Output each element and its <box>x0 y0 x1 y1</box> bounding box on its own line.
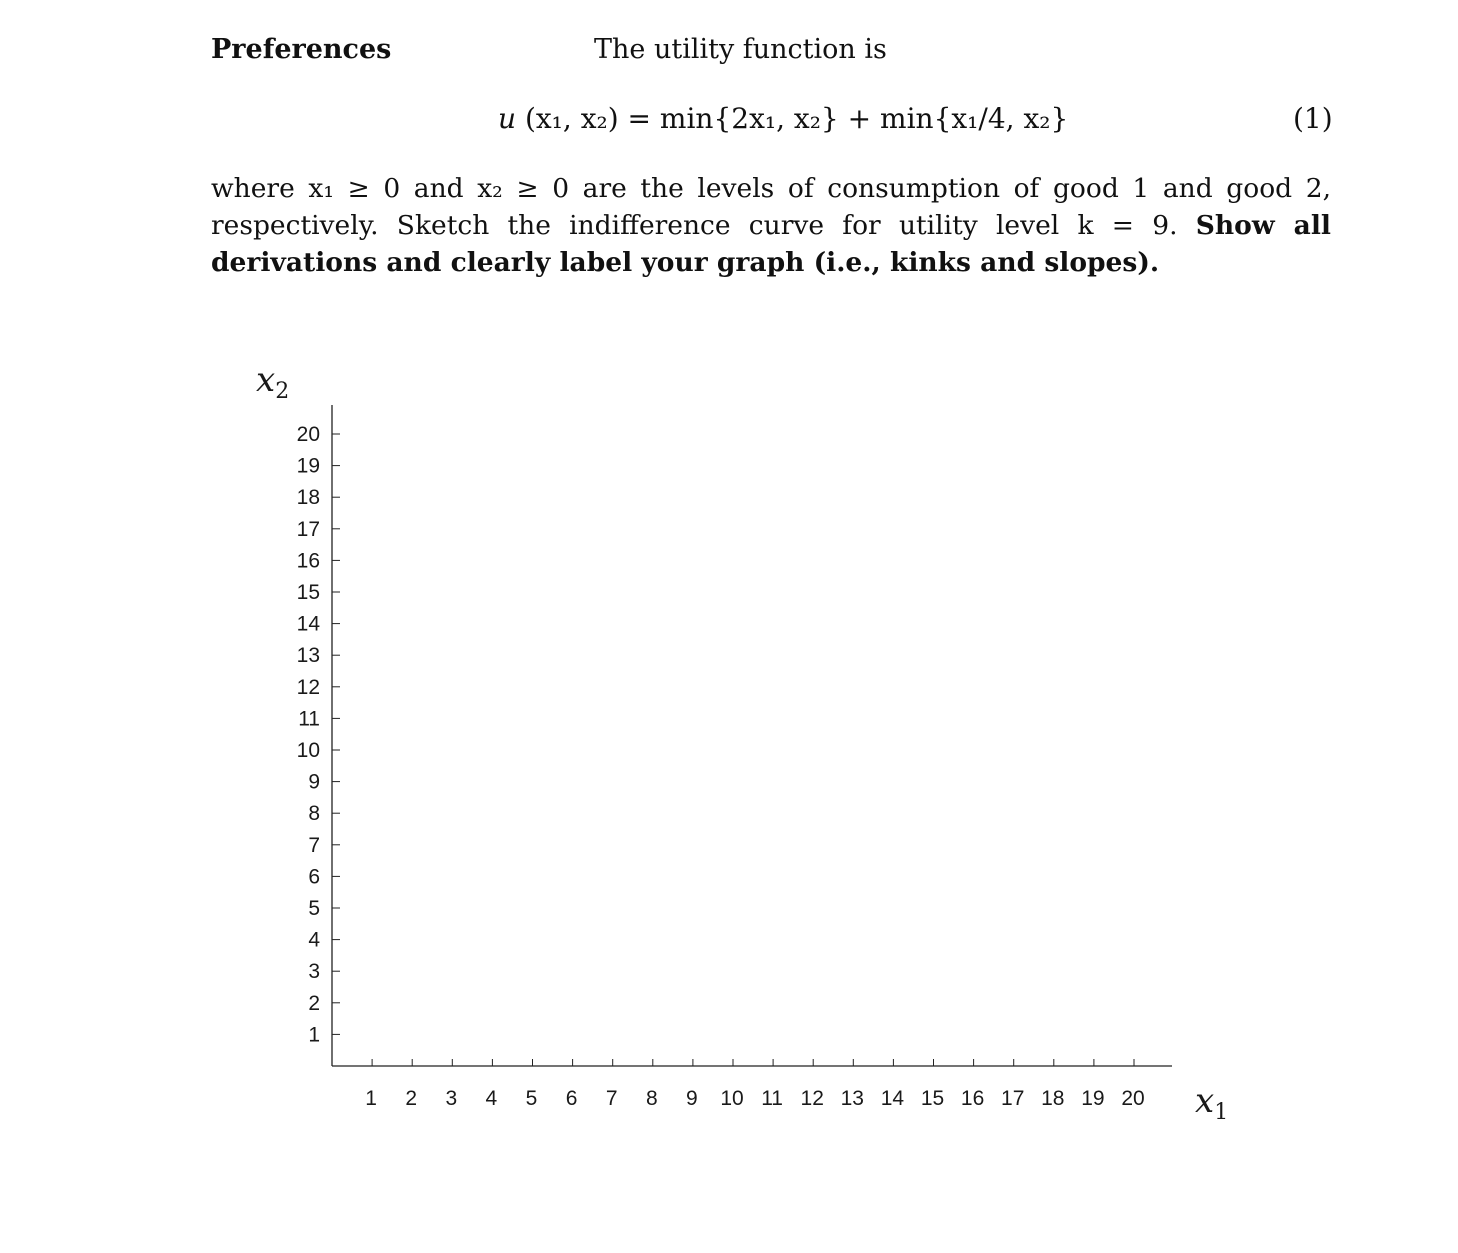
x-tick-label: 8 <box>645 1087 658 1110</box>
x-tick-label: 15 <box>920 1087 945 1110</box>
y-tick-label: 14 <box>296 612 320 636</box>
x-tick-label: 7 <box>605 1087 618 1110</box>
y-axis-label: $x_2$ <box>256 360 290 404</box>
x-tick-label: 6 <box>565 1087 578 1110</box>
x-tick-label: 3 <box>445 1087 458 1110</box>
y-tick-label: 5 <box>308 897 320 920</box>
x-tick-label: 20 <box>1121 1087 1145 1110</box>
intro-text: The utility function is <box>594 34 887 65</box>
y-tick-label: 7 <box>308 833 320 857</box>
x-tick-label: 14 <box>880 1087 905 1110</box>
equation-plus: + <box>847 102 872 135</box>
y-tick-label: 13 <box>296 644 320 668</box>
x-tick-label: 1 <box>365 1087 377 1110</box>
equation-lhs-args: (x₁, x₂) <box>524 102 619 135</box>
y-tick-label: 16 <box>296 549 320 573</box>
x-tick-label: 19 <box>1081 1087 1105 1110</box>
y-tick-label: 9 <box>308 770 320 794</box>
x-tick-label: 11 <box>761 1087 784 1110</box>
statement-text: where x₁ ≥ 0 and x₂ ≥ 0 are the levels of consumption of good 1 and good 2, respectively. Sketch the indifference curve for utility level k = 9. <box>211 173 1331 241</box>
x-tick-label: 9 <box>686 1087 698 1110</box>
y-tick-label: 8 <box>308 802 320 826</box>
y-tick-label: 10 <box>296 739 320 762</box>
equation-term1: min{2x₁, x₂} <box>659 102 839 135</box>
x-tick-label: 4 <box>485 1087 498 1110</box>
equation-lhs-func: u <box>498 102 517 135</box>
y-tick-label: 1 <box>308 1023 320 1047</box>
y-tick-label: 6 <box>308 865 320 889</box>
y-tick-label: 11 <box>298 707 320 731</box>
y-tick-label: 19 <box>296 454 320 478</box>
statement-instruction: Show all derivations and clearly label your graph (i.e., kinks and slopes). <box>211 210 1331 278</box>
equation-term2: min{x₁/4, x₂} <box>880 102 1069 135</box>
y-tick-label: 4 <box>308 928 320 952</box>
x-tick-label: 13 <box>840 1087 864 1110</box>
section-heading: Preferences <box>211 34 392 65</box>
y-tick-label: 18 <box>296 486 320 510</box>
x-tick-label: 17 <box>1001 1087 1025 1110</box>
x-tick-label: 12 <box>800 1087 824 1110</box>
y-tick-label: 12 <box>296 675 320 699</box>
x-axis-label: $x_1$ <box>1195 1081 1229 1125</box>
equation-number: (1) <box>1293 102 1333 135</box>
y-tick-label: 17 <box>296 517 320 541</box>
y-tick-label: 2 <box>308 991 320 1015</box>
x-tick-label: 10 <box>720 1087 744 1110</box>
equation-equals: = <box>627 102 652 135</box>
x-tick-label: 2 <box>405 1087 418 1110</box>
y-tick-label: 20 <box>296 423 320 446</box>
y-tick-label: 15 <box>296 581 320 604</box>
x-tick-label: 5 <box>525 1087 538 1110</box>
y-tick-label: 3 <box>308 960 320 984</box>
x-tick-label: 18 <box>1041 1087 1065 1110</box>
x-tick-label: 16 <box>960 1087 985 1110</box>
